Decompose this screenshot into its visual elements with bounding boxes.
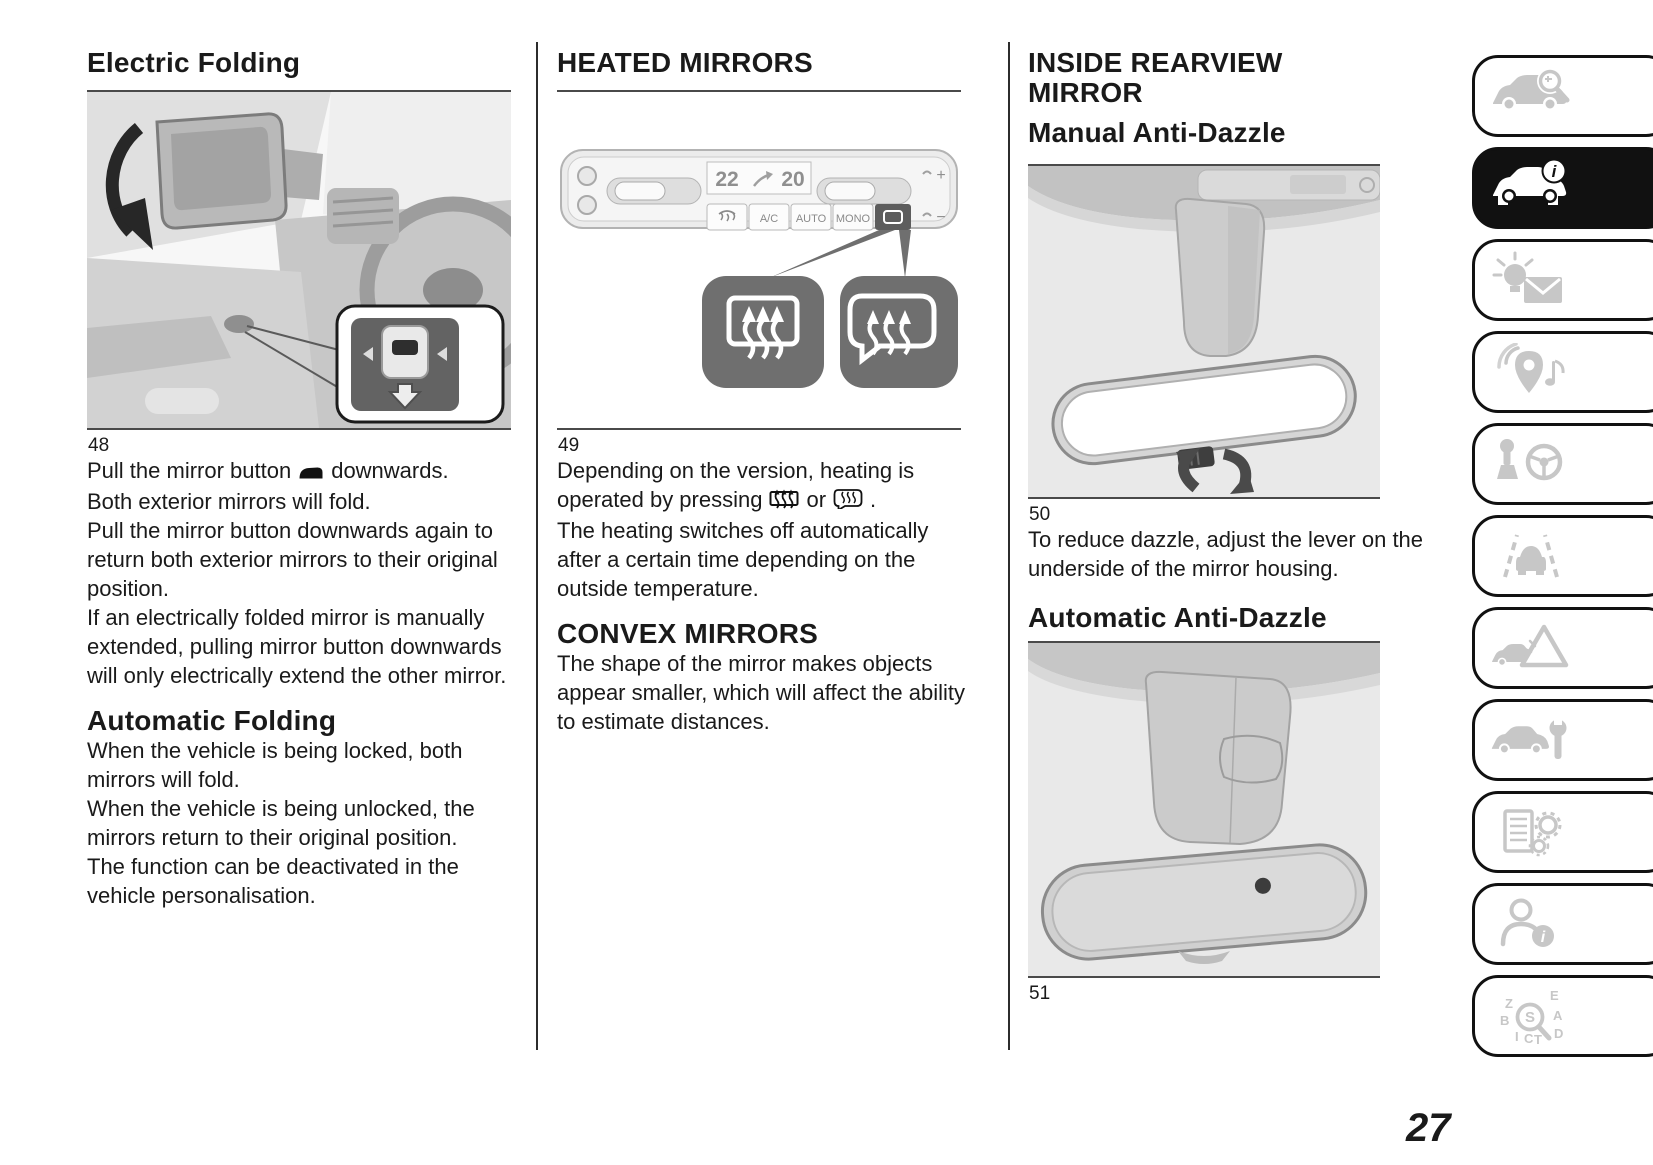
subsection-heading: Automatic Anti-Dazzle — [1028, 602, 1327, 633]
climate-display — [707, 162, 811, 194]
svg-text:A: A — [1553, 1008, 1563, 1023]
section-heading: Electric Folding — [87, 47, 301, 78]
body-text: When the vehicle is being locked, both mirrors will fold. — [87, 738, 463, 792]
subsection-heading: Manual Anti-Dazzle — [1028, 117, 1286, 148]
body-text: If an electrically folded mirror is manually extended, pulling mirror button downwards will only electrically extend the other mirror. — [87, 605, 507, 688]
figure-50 — [1028, 164, 1380, 499]
tab-starting-driving[interactable] — [1472, 423, 1653, 505]
tab-knowing-the-vehicle[interactable] — [1472, 147, 1653, 229]
body-text: Both exterior mirrors will fold. — [87, 489, 371, 514]
page-number: 27 — [1406, 1106, 1451, 1150]
svg-text:T: T — [1534, 1032, 1542, 1046]
figure-49 — [557, 90, 961, 430]
svg-text:i: i — [1551, 162, 1557, 181]
figure-51 — [1028, 641, 1380, 978]
svg-text:S: S — [1524, 1009, 1536, 1026]
tab-servicing-maintenance[interactable] — [1472, 699, 1653, 781]
tab-alphabetical-index[interactable] — [1472, 975, 1653, 1057]
svg-text:20: 20 — [781, 168, 805, 191]
tab-emergency[interactable] — [1472, 607, 1653, 689]
heated-mirror-button — [875, 204, 911, 230]
column-electric-folding — [87, 40, 523, 910]
svg-text:AUTO: AUTO — [795, 213, 827, 225]
multimedia-navigation-icon — [1488, 343, 1574, 401]
car-search-icon — [1488, 67, 1574, 125]
rear-window-heating-callout — [702, 276, 824, 388]
svg-text:A/C: A/C — [759, 213, 779, 225]
figure-48 — [87, 90, 511, 430]
chapter-tabs — [1472, 55, 1653, 1057]
exterior-mirror-heating-callout — [840, 276, 958, 388]
alphabetical-index-icon — [1488, 986, 1574, 1046]
svg-text:+: + — [936, 167, 946, 184]
svg-text:−: − — [936, 209, 946, 226]
tab-warning-lights-messages[interactable] — [1472, 239, 1653, 321]
svg-text:D: D — [1554, 1026, 1564, 1041]
body-text: To reduce dazzle, adjust the lever on the underside of the mirror housing. — [1028, 527, 1424, 581]
exterior-mirror-heating-icon — [833, 487, 863, 516]
climate-buttons — [707, 204, 911, 230]
warning-lights-message-icon — [1488, 251, 1574, 309]
body-text: Depending on the version, heating is operated by pressing or . — [557, 456, 977, 516]
tab-multimedia-navigation[interactable] — [1472, 331, 1653, 413]
figure-caption: 51 — [1029, 983, 1051, 1004]
tab-driver-assistance[interactable] — [1472, 515, 1653, 597]
body-text: When the vehicle is being unlocked, the mirrors return to their original position. — [87, 796, 475, 850]
tab-vehicle-overview[interactable] — [1472, 55, 1653, 137]
car-info-icon — [1488, 159, 1574, 217]
section-heading: CONVEX MIRRORS — [557, 618, 819, 649]
driver-assistance-icon — [1488, 527, 1574, 585]
figure-caption: 49 — [558, 435, 580, 456]
column-heated-mirrors — [557, 40, 977, 736]
manual-anti-dazzle-illustration — [1028, 166, 1380, 497]
mirror-folding-illustration — [87, 92, 511, 428]
svg-text:B: B — [1500, 1013, 1510, 1028]
customer-info-icon — [1488, 895, 1574, 953]
svg-text:E: E — [1550, 988, 1559, 1003]
column-divider — [536, 42, 538, 1050]
mirror-button-icon — [298, 458, 324, 487]
figure-caption: 48 — [88, 435, 110, 456]
svg-text:i: i — [1540, 929, 1546, 946]
automatic-anti-dazzle-illustration — [1028, 643, 1380, 976]
technical-data-icon — [1488, 803, 1574, 861]
body-text: The function can be deactivated in the vehicle personalisation. — [87, 854, 459, 908]
svg-text:I: I — [1515, 1029, 1519, 1044]
svg-text:MONO: MONO — [835, 213, 871, 225]
column-inside-rearview-mirror — [1028, 40, 1448, 1004]
subsection-heading: Automatic Folding — [87, 705, 337, 736]
body-text: The shape of the mirror makes objects appear smaller, which will affect the ability to estimate distances. — [557, 651, 966, 734]
section-heading: INSIDE REARVIEW MIRROR — [1028, 47, 1283, 108]
tab-technical-data[interactable] — [1472, 791, 1653, 873]
section-heading: HEATED MIRRORS — [557, 47, 813, 78]
svg-text:Z: Z — [1505, 996, 1513, 1011]
svg-text:22: 22 — [715, 168, 739, 191]
starting-driving-icon — [1488, 435, 1574, 493]
tab-customer-info[interactable] — [1472, 883, 1653, 965]
body-text: The heating switches off automatically after a certain time depending on the outside temperature. — [557, 518, 929, 601]
servicing-maintenance-icon — [1488, 711, 1574, 769]
column-divider — [1008, 42, 1010, 1050]
figure-caption: 50 — [1029, 504, 1051, 525]
climate-panel-illustration — [557, 92, 961, 428]
svg-text:C: C — [1524, 1031, 1534, 1046]
body-text: Pull the mirror button downwards. — [87, 456, 523, 487]
body-text: Pull the mirror button downwards again to return both exterior mirrors to their original position. — [87, 518, 498, 601]
rear-window-heating-icon — [769, 487, 799, 516]
emergency-icon — [1488, 619, 1574, 677]
mirror-switch-callout — [337, 306, 503, 422]
